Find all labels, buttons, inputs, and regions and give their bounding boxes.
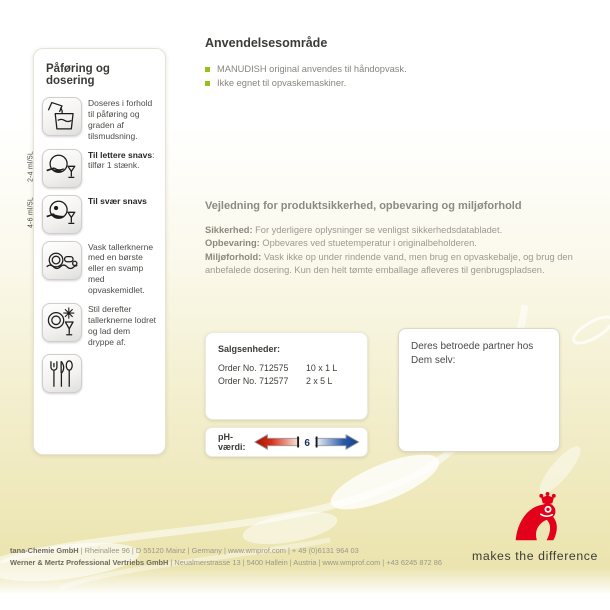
- brand-block: [470, 492, 600, 563]
- guidance-title: Vejledning for produktsikkerhed, opbevaring og miljøforhold: [205, 200, 522, 212]
- guidance-section: [205, 200, 585, 278]
- bullet-square-icon: [205, 81, 210, 86]
- dosing-step-5: [42, 303, 157, 348]
- measuring-cup-icon: [42, 97, 82, 136]
- sales-units-box: [205, 332, 368, 420]
- usage-title: Anvendelsesområde: [205, 36, 328, 50]
- brand-tagline: makes the difference: [472, 549, 598, 563]
- usage-bullet: MANUDISH original anvendes til håndopvask.: [205, 64, 585, 74]
- dosing-step-text: Til lettere snavs: tilfør 1 stænk.: [88, 149, 155, 171]
- dosing-step-text: Stil derefter tallerknerne lodret og lad dem dryppe af.: [88, 303, 157, 347]
- dosing-step-text: Til svær snavs: [88, 195, 147, 206]
- cutlery-icon: [42, 354, 82, 393]
- pack-size: 2 x 5 L: [306, 376, 333, 386]
- guidance-safety: Sikkerhed: For yderligere oplysninger se venligst sikkerhedsdatabladet.: [205, 225, 503, 235]
- pot-heavy-soil-icon: [42, 195, 82, 234]
- partner-text: Deres betroede partner hos Dem selv:: [411, 341, 534, 366]
- partner-box: [398, 328, 560, 452]
- footer-line-2: Werner & Mertz Professional Vertriebs GmbH | Neualmerstrasse 13 | 5400 Hallein | Austria | www.wmprof.com | +43 6245 872 86: [10, 557, 442, 567]
- dosing-step-3: [27, 195, 157, 234]
- dosing-panel: [27, 48, 166, 455]
- sales-row: [218, 376, 355, 386]
- guidance-environment: Miljøforhold: Vask ikke op under rindende vand, men brug en opvaskebalje, og brug den anbefalede dosering. Kun den helt tømte emballage afleveres til genbrugspladsen.: [205, 251, 573, 276]
- drain-plates-icon: [42, 303, 82, 342]
- sales-row: [218, 363, 355, 373]
- main-content: [205, 36, 585, 278]
- ph-value-box: [205, 427, 368, 457]
- pot-light-soil-icon: [42, 149, 82, 188]
- dosing-step-text: Doseres i forhold til påføring og graden af tilsmudsning.: [88, 98, 153, 141]
- dosing-step-6: [42, 354, 157, 393]
- pack-size: 10 x 1 L: [306, 363, 338, 373]
- dose-range-label: 4-6 ml/5L: [27, 196, 35, 228]
- usage-bullets: [205, 64, 585, 88]
- footer-address-block: [10, 545, 450, 569]
- dosing-panel-title: Påføring og dosering: [46, 63, 110, 87]
- wash-plates-icon: [42, 241, 82, 280]
- order-number: Order No. 712577: [218, 376, 289, 386]
- ph-scale-arrow-icon: [252, 431, 362, 453]
- bullet-square-icon: [205, 67, 210, 72]
- sales-units-title: Salgsenheder:: [218, 344, 281, 354]
- dosing-step-4: [42, 241, 157, 296]
- ph-value: 6: [303, 437, 310, 449]
- guidance-storage: Opbevaring: Opbevares ved stuetemperatur i originalbeholderen.: [205, 238, 477, 249]
- dosing-step-2: [27, 149, 157, 188]
- order-number: Order No. 712575: [218, 363, 289, 373]
- dosing-step-1: [42, 97, 157, 142]
- usage-bullet: Ikke egnet til opvaskemaskiner.: [205, 78, 585, 88]
- dose-range-label: 2-4 ml/5L: [27, 150, 35, 182]
- frog-crown-logo-icon: [510, 492, 560, 546]
- dosing-step-text: Vask tallerknerne med en børste eller en svamp med opvaskemidlet.: [88, 241, 154, 295]
- footer-line-1: tana-Chemie GmbH | Rheinallee 96 | D 55120 Mainz | Germany | www.wmprof.com | + 49 (0)6131 964 03: [10, 546, 359, 555]
- ph-label: pH-værdi:: [218, 432, 246, 452]
